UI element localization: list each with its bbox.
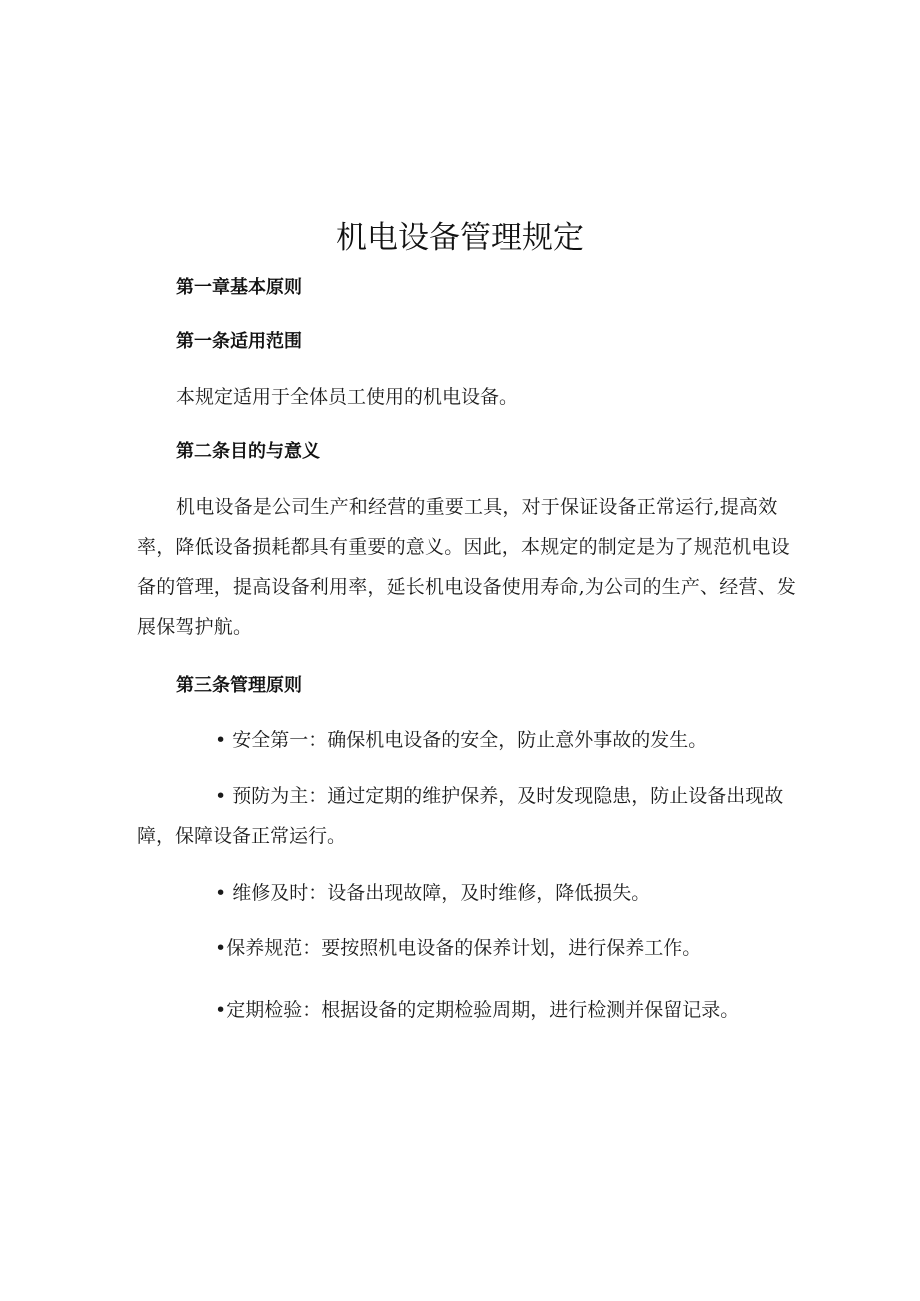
list-item bbox=[137, 990, 797, 1030]
bullet-icon: • bbox=[215, 882, 227, 904]
list-item bbox=[137, 720, 797, 760]
list-item-text: 预防为主：通过定期的维护保养，及时发现隐患，防止设备出现故障，保障设备正常运行。 bbox=[137, 785, 784, 847]
article2-text: 机电设备是公司生产和经营的重要工具，对于保证设备正常运行,提高效率，降低设备损耗都具有重要的意义。因此，本规定的制定是为了规范机电设备的管理，提高设备利用率，延长机电设备使用寿命,为公司的生产、经营、发展保驾护航。 bbox=[137, 496, 797, 638]
bullet-icon: • bbox=[215, 785, 227, 807]
list-item-text: 保养规范：要按照机电设备的保养计划，进行保养工作。 bbox=[226, 937, 702, 959]
list-item-text: 定期检验：根据设备的定期检验周期，进行检测并保留记录。 bbox=[226, 999, 740, 1021]
list-item-text: 维修及时：设备出现故障，及时维修，降低损失。 bbox=[232, 882, 651, 904]
article2-heading: 第二条目的与意义 bbox=[176, 441, 320, 462]
list-item bbox=[137, 776, 797, 856]
article3-heading: 第三条管理原则 bbox=[176, 675, 302, 696]
bullet-icon: • bbox=[215, 729, 227, 751]
article1-text: 本规定适用于全体员工使用的机电设备。 bbox=[176, 386, 519, 408]
document-title: 机电设备管理规定 bbox=[336, 220, 584, 256]
chapter-heading: 第一章基本原则 bbox=[176, 277, 302, 298]
bullet-icon: • bbox=[215, 999, 227, 1021]
bullet-icon: • bbox=[215, 937, 227, 959]
list-item-text: 安全第一：确保机电设备的安全，防止意外事故的发生。 bbox=[232, 729, 708, 751]
article1-heading: 第一条适用范围 bbox=[176, 331, 302, 352]
list-item bbox=[137, 928, 797, 968]
list-item bbox=[137, 873, 797, 913]
